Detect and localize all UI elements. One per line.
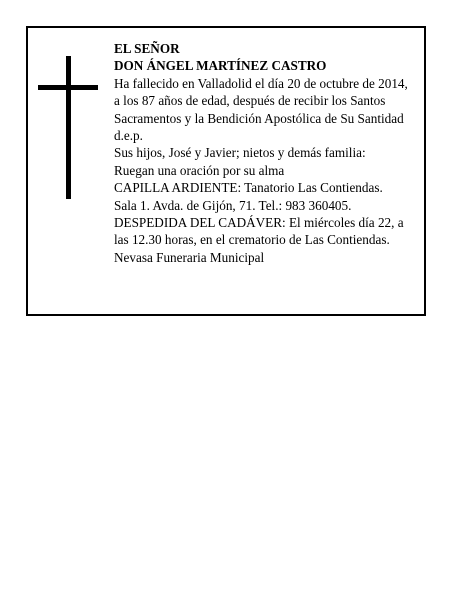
notice-title-line-1: EL SEÑOR: [114, 41, 180, 56]
notice-body-line: Nevasa Funeraria Municipal: [114, 249, 265, 265]
notice-body-line: Sus hijos, José y Javier; nietos y demás familia:: [114, 145, 366, 161]
notice-body-line: Sala 1. Avda. de Gijón, 71. Tel.: 983 360405.: [114, 197, 352, 213]
death-notice: [26, 26, 426, 316]
notice-body-line: d.e.p.: [114, 128, 143, 144]
cross-horizontal-bar: [38, 85, 98, 90]
notice-body-line: las 12.30 horas, en el crematorio de Las Contiendas.: [114, 232, 390, 248]
notice-text: [114, 40, 422, 266]
notice-body-line: Ha fallecido en Valladolid el día 20 de octubre de 2014,: [114, 75, 408, 91]
cross-vertical-bar: [66, 56, 71, 199]
notice-body-line: CAPILLA ARDIENTE: Tanatorio Las Contiendas.: [114, 180, 383, 196]
notice-body-line: Ruegan una oración por su alma: [114, 162, 285, 178]
notice-body-line: a los 87 años de edad, después de recibir los Santos: [114, 93, 386, 109]
deceased-name: DON ÁNGEL MARTÍNEZ CASTRO: [114, 58, 327, 74]
notice-body-line: Sacramentos y la Bendición Apostólica de Su Santidad: [114, 110, 404, 126]
notice-body-line: DESPEDIDA DEL CADÁVER: El miércoles día 22, a: [114, 215, 404, 231]
